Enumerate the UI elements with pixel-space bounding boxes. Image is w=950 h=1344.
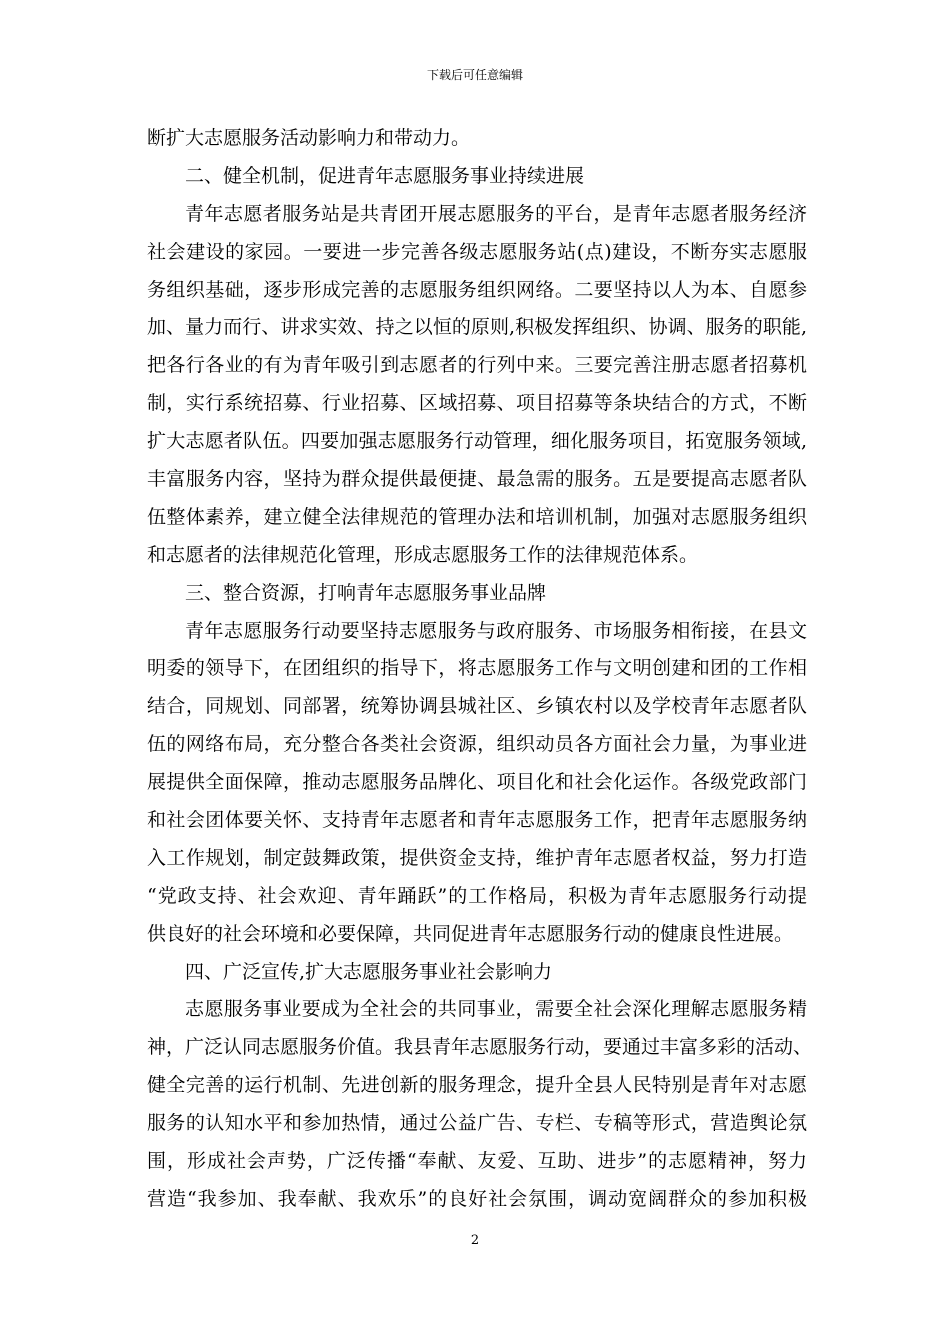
paragraph-line: 入工作规划，制定鼓舞政策，提供资金支持，维护青年志愿者权益，努力打造 [147, 846, 807, 869]
paragraph-line: 围，形成社会声势，广泛传播“奉献、友爱、互助、进步”的志愿精神，努力 [147, 1150, 807, 1173]
paragraph-line: 展提供全面保障，推动志愿服务品牌化、项目化和社会化运作。各级党政部门 [147, 771, 807, 794]
paragraph-line: 和志愿者的法律规范化管理，形成志愿服务工作的法律规范体系。 [147, 543, 699, 566]
paragraph-line: 志愿服务事业要成为全社会的共同事业，需要全社会深化理解志愿服务精 [185, 998, 807, 1021]
paragraph-line: 制，实行系统招募、行业招募、区域招募、项目招募等条块结合的方式，不断 [147, 392, 807, 415]
page-number: 2 [470, 1233, 480, 1248]
section-heading: 二、健全机制，促进青年志愿服务事业持续进展 [185, 164, 585, 187]
document-body [147, 120, 813, 1219]
paragraph-line: 供良好的社会环境和必要保障，共同促进青年志愿服务行动的健康良性进展。 [147, 922, 794, 945]
paragraph-line: 服务的认知水平和参加热情，通过公益广告、专栏、专稿等形式，营造舆论氛 [147, 1112, 807, 1135]
paragraph-line: 健全完善的运行机制、先进创新的服务理念，提升全县人民特别是青年对志愿 [147, 1074, 807, 1097]
paragraph-line: 明委的领导下，在团组织的指导下，将志愿服务工作与文明创建和团的工作相 [147, 657, 807, 680]
paragraph-line: “党政支持、社会欢迎、青年踊跃”的工作格局，积极为青年志愿服务行动提 [147, 884, 807, 907]
paragraph-line: 扩大志愿者队伍。四要加强志愿服务行动管理，细化服务项目，拓宽服务领域, [147, 430, 807, 453]
body-line: 断扩大志愿服务活动影响力和带动力。 [147, 127, 471, 149]
paragraph-line: 青年志愿者服务站是共青团开展志愿服务的平台，是青年志愿者服务经济 [185, 202, 807, 225]
paragraph-line: 丰富服务内容，坚持为群众提供最便捷、最急需的服务。五是要提高志愿者队 [147, 468, 807, 491]
paragraph-line: 社会建设的家园。一要进一步完善各级志愿服务站(点)建设，不断夯实志愿服 [147, 240, 807, 263]
section-heading: 四、广泛宣传,扩大志愿服务事业社会影响力 [185, 960, 553, 983]
section-heading: 三、整合资源，打响青年志愿服务事业品牌 [185, 581, 547, 604]
page-header: 下载后可任意编辑 [426, 68, 523, 82]
paragraph-line: 结合，同规划、同部署，统筹协调县城社区、乡镇农村以及学校青年志愿者队 [147, 695, 807, 718]
paragraph-line: 和社会团体要关怀、支持青年志愿者和青年志愿服务工作，把青年志愿服务纳 [147, 809, 807, 832]
paragraph-line: 伍整体素养，建立健全法律规范的管理办法和培训机制，加强对志愿服务组织 [147, 505, 807, 528]
paragraph-line: 青年志愿服务行动要坚持志愿服务与政府服务、市场服务相衔接，在县文 [185, 619, 807, 642]
paragraph-line: 加、量力而行、讲求实效、持之以恒的原则,积极发挥组织、协调、服务的职能, [147, 316, 807, 339]
paragraph-line: 把各行各业的有为青年吸引到志愿者的行列中来。三要完善注册志愿者招募机 [147, 354, 807, 377]
paragraph-line: 务组织基础，逐步形成完善的志愿服务组织网络。二要坚持以人为本、自愿参 [147, 278, 807, 301]
paragraph-line: 伍的网络布局，充分整合各类社会资源，组织动员各方面社会力量，为事业进 [147, 733, 807, 756]
paragraph-line: 神，广泛认同志愿服务价值。我县青年志愿服务行动，要通过丰富多彩的活动、 [147, 1036, 813, 1059]
paragraph-line: 营造“我参加、我奉献、我欢乐”的良好社会氛围，调动宽阔群众的参加积极 [147, 1187, 807, 1210]
